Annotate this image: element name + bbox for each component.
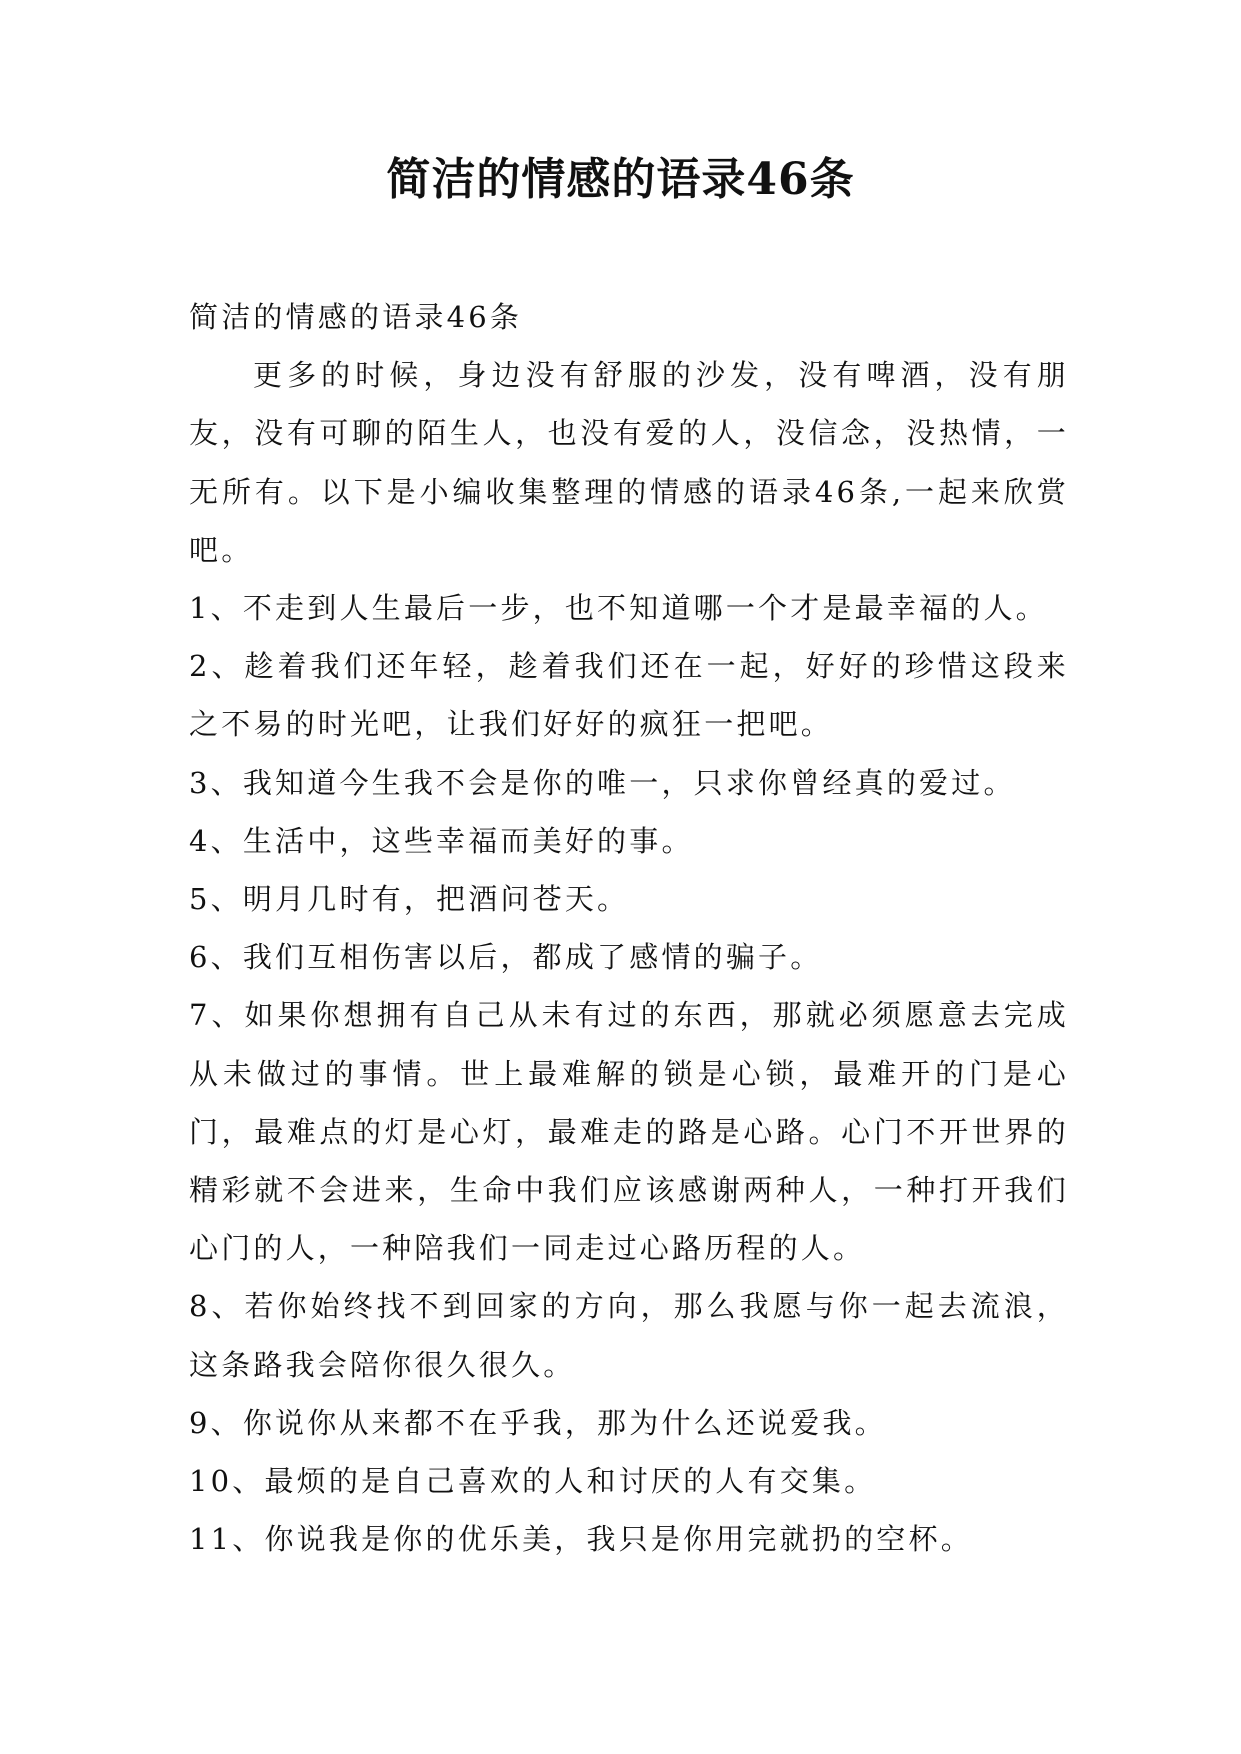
document-title: 简洁的情感的语录46条 [386,154,855,205]
quote-item-1: 1、不走到人生最后一步，也不知道哪一个才是最幸福的人。 [189,591,1048,626]
quote-item-2: 2、趁着我们还年轻，趁着我们还在一起，好好的珍惜这段来之不易的时光吧，让我们好好的疯狂一把吧。 [189,649,1069,742]
quote-item-7: 7、如果你想拥有自己从未有过的东西，那就必须愿意去完成从未做过的事情。世上最难解的锁是心锁，最难开的门是心门，最难点的灯是心灯，最难走的路是心路。心门不开世界的精彩就不会进来，生命中我们应该感谢两种人，一种打开我们心门的人，一种陪我们一同走过心路历程的人。 [189,998,1069,1266]
quote-item-6: 6、我们互相伤害以后，都成了感情的骗子。 [189,940,823,975]
quote-item-9: 9、你说你从来都不在乎我，那为什么还说爱我。 [189,1405,887,1440]
quote-item-11: 11、你说我是你的优乐美，我只是你用完就扔的空杯。 [189,1522,973,1557]
quote-item-5: 5、明月几时有，把酒问苍天。 [189,882,630,917]
document-body [189,288,1069,1568]
quote-item-10: 10、最烦的是自己喜欢的人和讨厌的人有交集。 [189,1464,877,1499]
quote-item-4: 4、生活中，这些幸福而美好的事。 [189,823,694,858]
document-subtitle: 简洁的情感的语录46条 [189,300,523,334]
quote-item-8: 8、若你始终找不到回家的方向，那么我愿与你一起去流浪，这条路我会陪你很久很久。 [189,1289,1069,1382]
intro-paragraph: 更多的时候，身边没有舒服的沙发，没有啤酒，没有朋友，没有可聊的陌生人，也没有爱的人，没信念，没热情，一无所有。以下是小编收集整理的情感的语录46条,一起来欣赏吧。 [189,358,1069,567]
quote-item-3: 3、我知道今生我不会是你的唯一，只求你曾经真的爱过。 [189,765,1016,800]
